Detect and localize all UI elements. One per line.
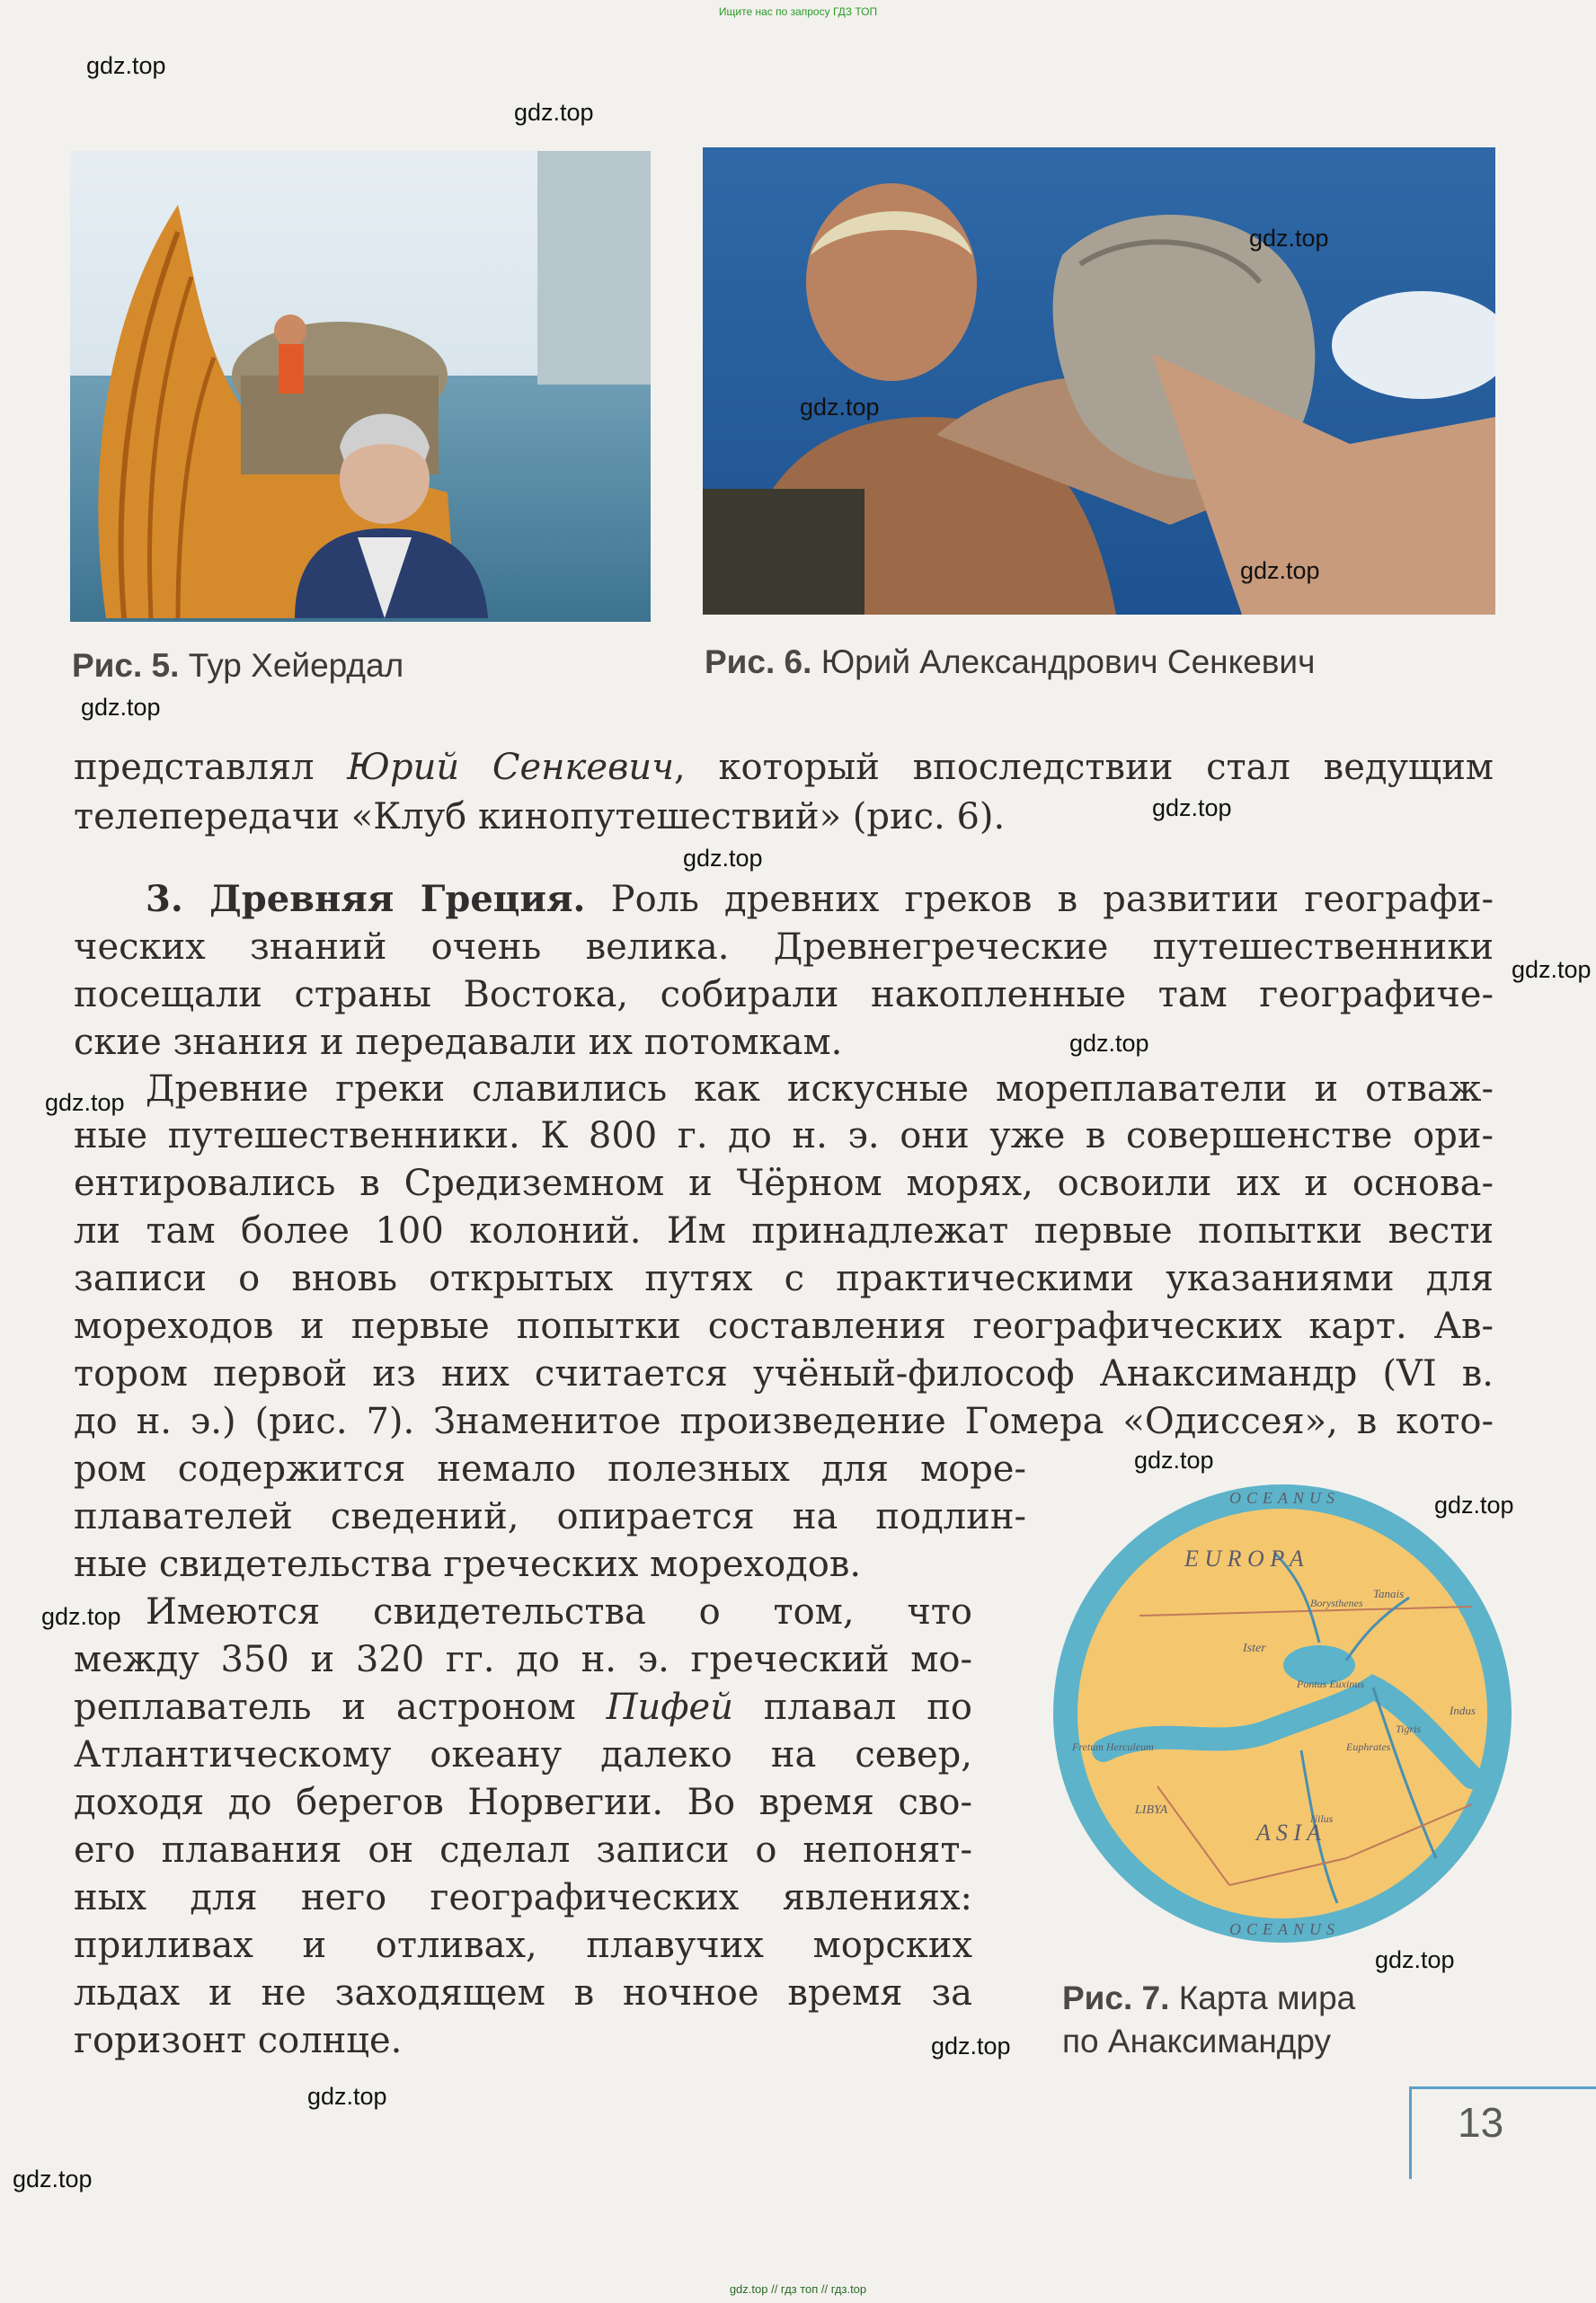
watermark: gdz.top [45, 1089, 125, 1116]
watermark: gdz.top [1249, 225, 1329, 252]
map-label-oceanus-top: OCEANUS [1229, 1489, 1340, 1507]
fig6-caption [705, 643, 1315, 681]
text-line: плавателей сведений, опирается на подлин- [74, 1496, 1026, 1537]
watermark: gdz.top [931, 2033, 1011, 2059]
map-label-pontus: Pontus Euxinus [1297, 1678, 1364, 1690]
map-label-oceanus-bottom: OCEANUS [1229, 1920, 1340, 1938]
watermark: gdz.top [800, 394, 880, 421]
text-line: записи о вновь открытых путях с практическими указаниями для [74, 1258, 1494, 1299]
text-line: ром содержится немало полезных для море- [74, 1448, 1026, 1490]
watermark: gdz.top [1375, 1946, 1455, 1973]
map-label-europa: E U R O P A [1184, 1546, 1304, 1572]
text-line: до н. э.) (рис. 7). Знаменитое произведение Гомера «Одиссея», в кото- [74, 1401, 1494, 1442]
map-label-libya: LIBYA [1135, 1803, 1168, 1817]
watermark: gdz.top [1134, 1447, 1214, 1474]
text-line: ческих знаний очень велика. Древнегреческие путешественники [74, 926, 1494, 968]
text-line: его плавания он сделал записи о непонят- [74, 1829, 972, 1871]
map-label-borysthenes: Borysthenes [1310, 1597, 1363, 1609]
fig7-caption [1062, 1977, 1355, 2063]
watermark: gdz.top [1152, 794, 1232, 821]
map-label-fretum: Fretum Herculeum [1072, 1741, 1154, 1753]
photo-heyerdahl [70, 151, 651, 622]
text-span: Роль древних греков в развитии географи- [585, 879, 1494, 920]
watermark: gdz.top [307, 2083, 387, 2110]
anaximander-map [1050, 1481, 1515, 1946]
page-number: 13 [1458, 2099, 1504, 2146]
text-span: представлял [74, 747, 348, 788]
watermark: gdz.top [514, 99, 594, 126]
fig5-text: Тур Хейердал [188, 647, 404, 684]
section-heading: 3. Древняя Греция. [146, 878, 586, 920]
fig7-label: Рис. 7. [1062, 1980, 1170, 2016]
header-note: Ищите нас по запросу ГДЗ ТОП [718, 5, 878, 18]
watermark: gdz.top [13, 2166, 93, 2192]
name-pytheas: Пифей [606, 1687, 733, 1728]
text-line: тором первой из них считается учёный-философ Анаксимандр (VI в. [74, 1353, 1494, 1395]
watermark: gdz.top [683, 845, 763, 872]
text-line: ли там более 100 колоний. Им принадлежат первые попытки вести [74, 1210, 1494, 1252]
text-line: доходя до берегов Норвегии. Во время сво- [74, 1782, 972, 1823]
text-span: реплаватель и астроном [74, 1687, 607, 1728]
text-line: ные свидетельства греческих мореходов. [74, 1544, 862, 1585]
fig6-label: Рис. 6. [705, 643, 812, 680]
text-line: горизонт солнце. [74, 2020, 403, 2061]
text-line: льдах и не заходящем в ночное время за [74, 1972, 972, 2014]
map-label-tigris: Tigris [1396, 1723, 1422, 1735]
footer-note: gdz.top // гдз топ // гдз.top [729, 2282, 867, 2296]
text-line: мореходов и первые попытки составления географических карт. Ав- [74, 1306, 1494, 1347]
text-line: приливах и отливах, плавучих морских [74, 1925, 972, 1966]
text-line: между 350 и 320 гг. до н. э. греческий мо- [74, 1639, 972, 1680]
text-line: Древние греки славились как искусные мореплаватели и отваж- [146, 1068, 1494, 1110]
watermark: gdz.top [1512, 956, 1592, 983]
text-line [74, 744, 1494, 791]
map-label-ister: Ister [1243, 1642, 1266, 1655]
fig6-text: Юрий Александрович Сенкевич [820, 643, 1316, 680]
watermark: gdz.top [1069, 1030, 1149, 1057]
map-label-asia: A S I A [1256, 1820, 1321, 1846]
watermark: gdz.top [81, 694, 161, 721]
fig7-line1: Карта мира [1178, 1980, 1356, 2016]
text-line [74, 1684, 972, 1731]
map-label-nilus: Nilus [1310, 1812, 1334, 1825]
map-label-indus: Indus [1450, 1704, 1476, 1717]
fig5-label: Рис. 5. [72, 647, 180, 684]
text-line: ентировались в Средиземном и Чёрном морях, освоили их и основа- [74, 1163, 1494, 1204]
fig7-line2: по Анаксимандру [1062, 2023, 1332, 2059]
text-span: , который впоследствии стал ведущим [674, 747, 1494, 788]
text-line: Атлантическому океану далеко на север, [74, 1734, 972, 1776]
text-line: ские знания и передавали их потомкам. [74, 1022, 843, 1063]
text-line: посещали страны Востока, собирали накопленные там географиче- [74, 974, 1494, 1015]
text-line: телепередачи «Клуб кинопутешествий» (рис. 6). [74, 796, 1006, 837]
text-line: ных для него географических явлениях: [74, 1877, 972, 1918]
name-senkevich: Юрий Сенкевич [347, 747, 675, 788]
watermark: gdz.top [41, 1603, 121, 1630]
map-label-euphrates: Euphrates [1346, 1741, 1391, 1753]
photo-senkevich [703, 147, 1495, 615]
watermark: gdz.top [1240, 557, 1320, 584]
text-line: Имеются свидетельства о том, что [146, 1591, 972, 1633]
text-line: ные путешественники. К 800 г. до н. э. они уже в совершенстве ори- [74, 1115, 1494, 1156]
fig5-caption [72, 647, 403, 685]
watermark: gdz.top [1434, 1492, 1514, 1519]
section-heading-line [146, 876, 1494, 923]
map-label-tanais: Tanais [1373, 1587, 1405, 1600]
watermark: gdz.top [86, 52, 166, 79]
text-span: плавал по [732, 1687, 973, 1728]
